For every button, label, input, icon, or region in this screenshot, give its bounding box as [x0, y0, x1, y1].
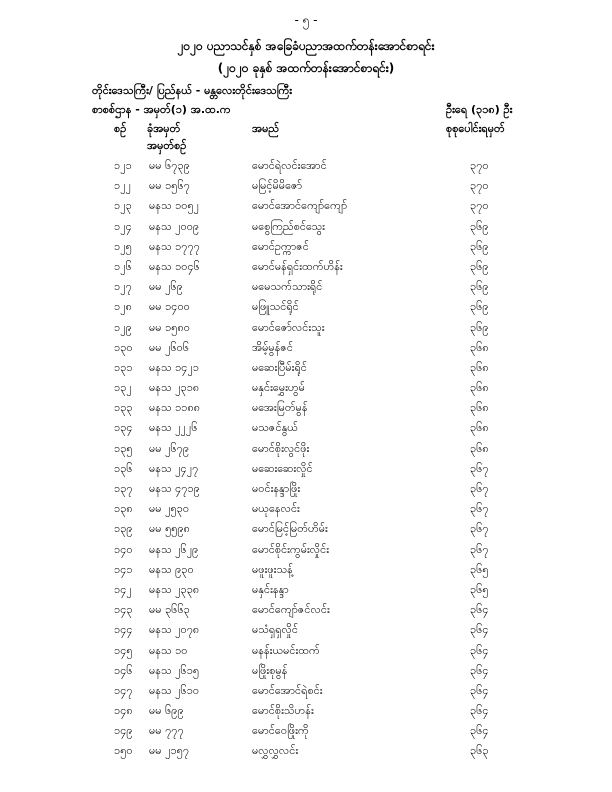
- row-number: ၁၄၅: [114, 643, 133, 657]
- table-row: [0, 398, 612, 418]
- roll-number: မမ ၁၅၆၇: [149, 179, 190, 193]
- table-row: [0, 217, 612, 237]
- total-score: ၃၆၄: [470, 724, 489, 738]
- total-score: ၃၆၉: [470, 259, 489, 273]
- table-row: [0, 237, 612, 257]
- table-row: [0, 176, 612, 196]
- roll-number: မနသ ၂၀၇၈: [149, 623, 200, 637]
- school-line: စာစစ်ဌာန - အမှတ်(၁) အ.ထ.က: [92, 103, 231, 116]
- header-name: အမည်: [252, 122, 280, 135]
- header-roll-sub: အမှတ်စဉ်: [147, 139, 187, 152]
- student-name: မောင်စိုးသိဟန်း: [252, 704, 314, 718]
- table-row: [0, 459, 612, 479]
- student-name: မနှင်းနန္ဒာ: [252, 582, 289, 596]
- roll-number: မနသ ၁၀: [149, 643, 188, 657]
- total-score: ၃၆၈: [470, 360, 489, 374]
- total-score: ၃၆၄: [470, 623, 489, 637]
- row-number: ၁၂၁: [114, 159, 132, 172]
- roll-number: မနသ ၂၆၁၅: [149, 663, 200, 677]
- row-number: ၁၄၄: [114, 623, 133, 637]
- table-row: [0, 439, 612, 459]
- roll-number: မနသ ၂၂၂၆: [149, 421, 198, 435]
- table-row: [0, 318, 612, 338]
- document-subtitle: (၂၀၂၀ ခုနှစ် အထက်တန်းအောင်စာရင်း): [217, 61, 395, 75]
- total-score: ၃၆၇: [470, 542, 489, 556]
- total-score: ၃၇၀: [470, 179, 489, 193]
- total-score: ၃၆၃: [470, 744, 489, 758]
- table-row: [0, 297, 612, 317]
- total-score: ၃၆၇: [470, 502, 489, 516]
- total-score: ၃၆၈: [470, 421, 489, 435]
- roll-number: မမ ၂၁၅၇: [149, 744, 190, 758]
- roll-number: မမ ၆၇၃၉: [149, 159, 190, 172]
- row-number: ၁၂၂: [114, 179, 131, 193]
- roll-number: မနသ ၂၃၃၈: [149, 582, 200, 596]
- roll-number: မနသ ၂၄၂၇: [149, 461, 199, 475]
- student-name: မစွေကြည်စင်သွေး: [252, 219, 325, 233]
- table-row: [0, 721, 612, 741]
- row-number: ၁၄၂: [114, 582, 132, 596]
- roll-number: မမ ၂၅၃၀: [149, 502, 190, 516]
- total-score: ၃၇၀: [470, 159, 489, 172]
- table-row: [0, 661, 612, 681]
- row-number: ၁၄၀: [114, 542, 133, 556]
- student-name: မောင်အောင်ရဲစင်း: [252, 683, 323, 697]
- header-roll: ခုံအမှတ်: [147, 122, 181, 135]
- roll-number: မနသ ၂၀၀၉: [149, 219, 200, 233]
- table-row: [0, 641, 612, 661]
- roll-number: မမ ၇၇၇: [149, 724, 184, 738]
- results-table: [0, 156, 612, 762]
- table-row: [0, 418, 612, 438]
- roll-number: မနသ ၂၆၂၉: [149, 542, 199, 556]
- row-number: ၁၄၁: [114, 562, 133, 576]
- table-row: [0, 701, 612, 721]
- student-name: မောင်အောင်ကျော်ကျော်: [252, 199, 348, 213]
- student-name: အိမ့်မွန်ဇင်: [252, 340, 294, 354]
- student-name: မသံရှရှလှိုင်: [252, 623, 298, 637]
- row-number: ၁၃၅: [114, 441, 133, 455]
- table-row: [0, 479, 612, 499]
- region-line: တိုင်းဒေသကြီး/ ပြည်နယ် - မန္တလေးတိုင်းဒေသကြီး: [92, 84, 293, 97]
- roll-number: မမ ၂၆၀၆: [149, 340, 190, 354]
- row-number: ၁၂၈: [114, 300, 132, 314]
- row-number: ၁၅၀: [114, 744, 133, 758]
- page-number: - ၅ -: [294, 13, 318, 27]
- total-score: ၃၆၅: [470, 562, 489, 576]
- total-score: ၃၆၄: [470, 643, 489, 657]
- student-name: မောင်ဝေဖြိုးကို: [252, 724, 309, 738]
- student-name: မလွှလွှလင်း: [252, 744, 299, 758]
- student-name: မအေးမြတ်မွန်: [252, 401, 308, 415]
- student-name: မောင်ကျော်ဇင်လင်း: [252, 603, 330, 617]
- total-score: ၃၆၅: [470, 582, 489, 596]
- table-row: [0, 156, 612, 176]
- table-row: [0, 681, 612, 701]
- row-number: ၁၂၃: [114, 199, 132, 213]
- row-number: ၁၂၄: [114, 219, 132, 233]
- total-score: ၃၆၉: [470, 300, 489, 314]
- roll-number: မနသ ၁၁၈၈: [149, 401, 201, 415]
- row-number: ၁၃၂: [114, 381, 132, 395]
- row-number: ၁၄၉: [114, 724, 133, 738]
- table-row: [0, 257, 612, 277]
- table-row: [0, 277, 612, 297]
- row-number: ၁၂၉: [114, 320, 132, 334]
- roll-number: မမ ၁၅၈၀: [149, 320, 190, 334]
- total-score: ၃၆၇: [470, 461, 489, 475]
- total-score: ၃၆၄: [470, 603, 489, 617]
- header-total: စုစုပေါင်းရမှတ်: [446, 122, 505, 135]
- table-row: [0, 196, 612, 216]
- row-number: ၁၄၇: [114, 683, 133, 697]
- row-number: ၁၃၁: [114, 360, 133, 374]
- table-row: [0, 540, 612, 560]
- total-score: ၃၆၇: [470, 482, 489, 495]
- student-name: မောင်စိုးလွင်ဖိုး: [252, 441, 310, 455]
- student-name: မဖြိုးစုမွန်: [252, 663, 288, 677]
- row-number: ၁၃၇: [114, 482, 133, 495]
- total-score: ၃၆၉: [470, 219, 489, 233]
- row-number: ၁၃၉: [114, 522, 133, 536]
- row-number: ၁၃၃: [114, 401, 133, 415]
- student-name: မောင်မန်ရှင်းထက်ဟိန်း: [252, 259, 343, 273]
- row-number: ၁၂၆: [114, 259, 132, 273]
- roll-number: မနသ ၂၃၁၈: [149, 381, 200, 395]
- roll-number: မမ ၅၅၉၈: [149, 522, 190, 536]
- table-row: [0, 358, 612, 378]
- student-name: မသဇင်နွယ်: [252, 421, 298, 435]
- total-score: ၃၇၀: [470, 199, 489, 213]
- row-number: ၁၂၇: [114, 280, 132, 294]
- total-score: ၃၆၇: [470, 522, 489, 536]
- row-number: ၁၃၀: [114, 340, 133, 354]
- roll-number: မမ ၃၆၆၃: [149, 603, 190, 617]
- roll-number: မနသ ၄၇၁၉: [149, 482, 200, 495]
- student-name: မဖူးဖူးသန့်: [252, 562, 293, 576]
- table-row: [0, 560, 612, 580]
- row-number: ၁၄၆: [114, 663, 133, 677]
- roll-number: မမ ၁၄၀၀: [149, 300, 190, 314]
- total-score: ၃၆၄: [470, 663, 489, 677]
- total-score: ၃၆၄: [470, 704, 489, 718]
- header-no: စဉ်: [114, 122, 127, 135]
- table-row: [0, 338, 612, 358]
- roll-number: မနသ ၁၇၇၇: [149, 239, 200, 253]
- roll-number: မနသ ၉၃၀: [149, 562, 194, 576]
- row-number: ၁၃၈: [114, 502, 133, 516]
- total-score: ၃၆၉: [470, 320, 489, 334]
- roll-number: မနသ ၁၀၄၆: [149, 259, 200, 273]
- total-score: ၃၆၄: [470, 683, 489, 697]
- total-score: ၃၆၉: [470, 239, 489, 253]
- roll-number: မမ ၆၉၉: [149, 704, 184, 718]
- table-row: [0, 741, 612, 761]
- table-row: [0, 519, 612, 539]
- student-name: မယုနေလင်း: [252, 502, 300, 516]
- student-name: မဆေးဆေးလှိုင်: [252, 461, 313, 475]
- student-name: မမြင့်မိမိဇော်: [252, 179, 303, 193]
- student-name: မောင်ဇော်လင်းသူး: [252, 320, 325, 334]
- row-number: ၁၂၅: [114, 239, 132, 253]
- total-score: ၃၆၈: [470, 401, 489, 415]
- row-number: ၁၃၆: [114, 461, 133, 475]
- roll-number: မမ ၂၆၉: [149, 280, 183, 294]
- table-row: [0, 580, 612, 600]
- student-name: မမေသက်သားရိုင်: [252, 280, 323, 294]
- student-name: မောင်စိုင်းကွမ်းလှိုင်း: [252, 542, 330, 556]
- row-number: ၁၄၃: [114, 603, 133, 617]
- roll-number: မနသ ၁၀၅၂: [149, 199, 200, 213]
- student-name: မဖြူသင်ရိုင်: [252, 300, 299, 314]
- student-name: မောင်ရဲလင်းအောင်: [252, 159, 327, 172]
- student-name: မောင်ဥက္ကာဇင်: [252, 239, 309, 253]
- roll-number: မနသ ၂၆၁၀: [149, 683, 200, 697]
- total-score: ၃၆၈: [470, 441, 489, 455]
- roll-number: မနသ ၁၄၂၁: [149, 360, 200, 374]
- student-name: မဆေးပြီမ်းရိုင်: [252, 360, 307, 374]
- student-name: မနှင်းမွှေးဟွမ်: [252, 381, 305, 395]
- total-score: ၃၆၈: [470, 340, 489, 354]
- student-name: မဝင်းနန္ဒာဖြိုး: [252, 482, 301, 495]
- row-number: ၁၄၈: [114, 704, 133, 718]
- student-name: မောင်မြင့်မြတ်ဟိမ်း: [252, 522, 328, 536]
- table-row: [0, 600, 612, 620]
- document-title: ၂၀၂၀ ပညာသင်နှစ် အခြေခံပညာအထက်တန်းအောင်စာရင်း: [177, 39, 435, 53]
- table-row: [0, 499, 612, 519]
- table-row: [0, 620, 612, 640]
- roll-number: မမ ၂၆၇၉: [149, 441, 190, 455]
- total-count: ဦးရေ (၃၁၈) ဦး: [446, 103, 513, 116]
- student-name: မနန်းယမင်းထက်: [252, 643, 320, 657]
- table-row: [0, 378, 612, 398]
- row-number: ၁၃၄: [114, 421, 133, 435]
- total-score: ၃၆၉: [470, 280, 489, 294]
- total-score: ၃၆၈: [470, 381, 489, 395]
